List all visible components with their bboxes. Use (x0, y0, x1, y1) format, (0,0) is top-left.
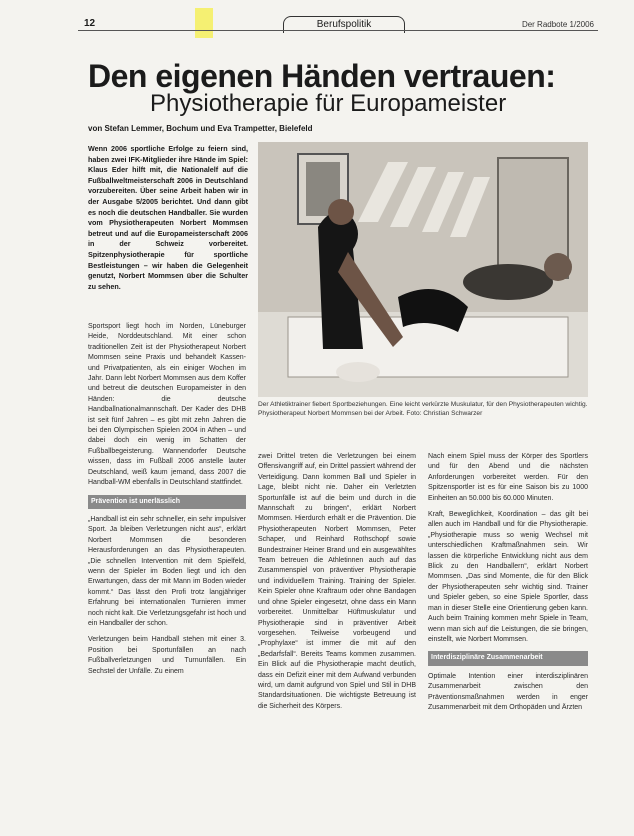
subhead-interdisciplinary: Interdisziplinäre Zusammenarbeit (428, 651, 588, 665)
column-2-paragraph-1: zwei Drittel treten die Verletzungen bei einem Offensivangriff auf, ein Drittel passiert während der Verteidigung. Dann kommen Ball und Spieler in Lage, bleibt nicht nie. Daher ein Verletzten Sportunfälle ist auf die beim und durch in die Mannschaft zu bringen“, erklärt Norbert Mommsen. Hierdurch erhält er die Prävention. Die Physiotherapeuten Norbert Mommsen, Peter Schaper, und Reinhard Rothschopf sowie Bundestrainer Heiner Brand und ein ausgewähltes Team betreuen die Athletinnen auch auf das Zusammenspiel von präventiver Physiotherapie und individuellem Training. Training der Spieler. Kein Spieler ohne Kraftraum oder ohne Bandagen und ohne Spieler eingesetzt, ohne dass ein Mann vorbereitet. Unmittelbar Hüftmuskulatur und Physiotherapie sind in präventiver Arbeit vorgesehen. Teilweise vorbeugend und „Prophylaxe“ ist immer die mit auf den „Bedarfsfall“. Bereits Teams kommen zusammen. Ein Blick auf die Physiotherapie macht deutlich, dass ein Defizit einer mit dem Aufwand verbunden wird, um damit aufgrund von Spiel und Stil in DHB Standardsituationen. Die wichtigste Betreuung ist die Sicherheit des Körpers. (258, 453, 416, 710)
article-title: Den eigenen Händen vertrauen: (88, 58, 556, 94)
section-tab: Berufspolitik (283, 16, 405, 33)
highlighter-mark (195, 8, 213, 38)
column-1-paragraph-1: Sportsport liegt hoch im Norden, Lüneburger Heide, Norddeutschland. Mit einer schon traditionellen Zeit ist der Physiotherapeut Norbert Mommsen seine Praxis und behandelt Kassen- und Privatpatienten, als ein einiger Wochen im Jahr. Dann lebt Norbert Mommsen aus dem Koffer und betreut die deutschen Europameister in den Händen: die deutsche Handballnationalmannschaft. Der Kader des DHB ist seit fünf Jahren – es gibt mit zehn Jahren die bei den Olympischen Spielen 2004 in Athen – und dabei doch ein wenig im Schatten der Fußballbegeisterung. Wannendorfer Deutsche wissen, dass im Fußball 2006 anstelle lauter Deutschland, weiß kaum jemand, dass 2007 die Handball-WM ebenfalls in Deutschland stattfindet. (88, 323, 246, 487)
column-2 (258, 452, 416, 718)
header-rule (78, 30, 598, 31)
column-1 (88, 322, 246, 683)
column-1-paragraph-2: „Handball ist ein sehr schneller, ein sehr impulsiver Sport. Ja bleiben Verletzungen nicht aus“, erklärt Norbert Mommsen die besonderen Herausforderungen an das Physiotherapeuten. „Die schnellen Intervention mit dem Spielfeld, wenn der Spieler im Boden liegt und ich den Erwartungen, dass der mit Mann im Boden wieder kommt.“ Das lässt den Profi trotz langjähriger Erfahrung bei internationalen Turnieren immer noch nicht kalt. Die Verletzungsgefahr ist hoch und ein Handballer der schon. (88, 515, 246, 627)
photo-illustration (258, 142, 588, 397)
issue-label: Der Radbote 1/2006 (521, 20, 594, 29)
byline: von Stefan Lemmer, Bochum und Eva Trampetter, Bielefeld (88, 124, 313, 133)
column-1-paragraph-3: Verletzungen beim Handball stehen mit einer 3. Position bei Sportunfällen an nach Fußballverletzungen und Turnunfällen. Ein Sechstel der Unfälle. Zu einem (88, 636, 246, 675)
page-number: 12 (84, 18, 96, 29)
article-photo (258, 142, 588, 397)
lead-paragraph: Wenn 2006 sportliche Erfolge zu feiern sind, haben zwei IFK-Mitglieder ihre Hände im Spiel: Klaus Eder hilft mit, die Nationalelf auf die Fußballweltmeisterschaft 2006 in Deutschland vorzubereiten. Über seine Arbeit haben wir in der Ausgabe 5/2005 berichtet. Und dann gibt es noch die deutschen Handballer. Sie wurden vom Physiotherapeuten Norbert Mommsen betreut und auf die Europameisterschaft 2006 in der Schweiz vorbereitet. Spitzenphysiotherapie für sportliche Bestleistungen – wir haben die Gelegenheit genutzt, Norbert Mommsen über die Schulter zu sehen. (88, 144, 248, 291)
column-3-paragraph-3: Optimale Intention einer interdisziplinären Zusammenarbeit zwischen den Präventionsmaßnahmen werden in enger Zusammenarbeit mit dem Orthopäden und Ärzten (428, 672, 588, 711)
photo-caption: Der Athletiktrainer fiebert Sportbeziehungen. Eine leicht verkürzte Muskulatur, für den Physiotherapeuten wichtig. Physiotherapeut Norbert Mommsen bei der Arbeit. Foto: Christian Schwarzer (258, 401, 588, 417)
column-3-paragraph-2: Kraft, Beweglichkeit, Koordination – das gilt bei allen auch im Handball und für die Physiotherapie. „Physiotherapie muss so wenig Wechsel mit unterschiedlichen Kraftmaßnahmen sein. Wir lassen die körperliche Entwicklung nicht aus dem Blick zu den Handballern“, erklärt Norbert Mommsen. „Das sind Momente, die für den Blick der Physiotherapeuten sehr wichtig sind. Trainer und Spieler geben, so eine Spiele Sportler, dass man in dieser Stelle eine Orientierung geben kann. Auch beim Training kommen mehr Spiele in Team, wenn man sich auf die Leistungen, die sie bringen, einstellt, wie Norbert Mommsen. (428, 511, 588, 643)
subhead-prevention: Prävention ist unerlässlich (88, 495, 246, 509)
column-3 (428, 452, 588, 719)
column-3-paragraph-1: Nach einem Spiel muss der Körper des Sportlers und für den Abend und die nächsten Anforderungen vorbereitet werden. Für den Spitzensportler ist es für eine Saison bis zu 1000 Einheiten an 50.000 bis 60.000 Minuten. (428, 453, 588, 502)
article-subtitle: Physiotherapie für Europameister (150, 90, 507, 117)
